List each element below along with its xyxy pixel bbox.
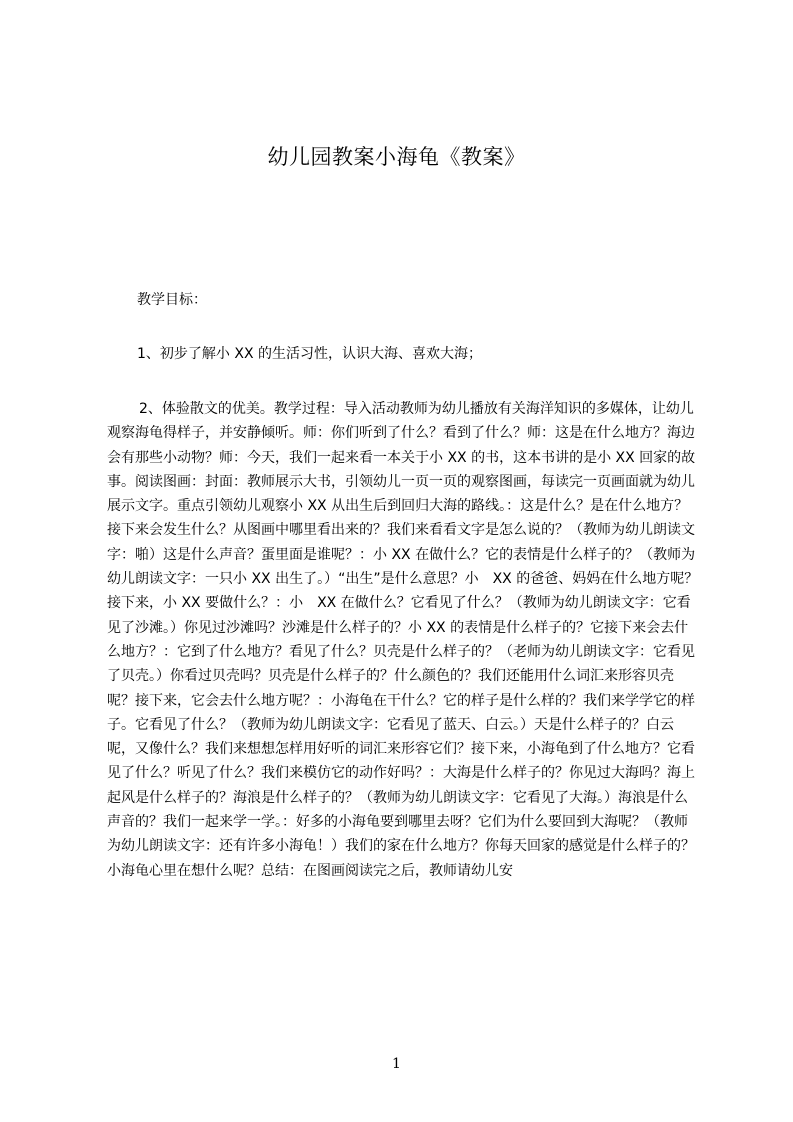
- section-heading: 教学目标：: [137, 292, 207, 308]
- page-number: 1: [392, 1056, 401, 1072]
- document-title: 幼儿园教案小海龟《教案》: [267, 145, 526, 169]
- body-paragraph: 2、体验散文的优美。教学过程：导入活动教师为幼儿播放有关海洋知识的多媒体，让幼儿观察海龟得样子，并安静倾听。师：你们听到了什么？看到了什么？师：这是在什么地方？海边会有那些小动物？师：今天，我们一起来看一本关于小 XX 的书，这本书讲的是小 XX 回家的故事。阅读图画：封面：教师展示大书，引领幼儿一页一页的观察图画，每读完一页画面就为幼儿展示文字。重点引领幼儿观察小 XX 从出生后到回归大海的路线。：这是什么？是在什么地方？接下来会发生什么？从图画中哪里看出来的？我们来看看文字是怎么说的？（教师为幼儿朗读文字：啪）这是什么声音？蛋里面是谁呢？：小 XX 在做什么？它的表情是什么样子的？（教师为幼儿朗读文字：一只小 XX 出生了。）“出生”是什么意思？小 XX 的爸爸、妈妈在什么地方呢？接下来，小 XX 要做什么？：小 XX 在做什么？它看见了什么？（教师为幼儿朗读文字：它看见了沙滩。）你见过沙滩吗？沙滩是什么样子的？小 XX 的表情是什么样子的？它接下来会去什么地方？：它到了什么地方？看见了什么？贝壳是什么样子的？（老师为幼儿朗读文字：它看见了贝壳。）你看过贝壳吗？贝壳是什么样子的？什么颜色的？我们还能用什么词汇来形容贝壳呢？接下来，它会去什么地方呢？：小海龟在干什么？它的样子是什么样的？我们来学学它的样子。它看见了什么？（教师为幼儿朗读文字：它看见了蓝天、白云。）天是什么样子的？白云呢，又像什么？我们来想想怎样用好听的词汇来形容它们？接下来，小海龟到了什么地方？它看见了什么？听见了什么？我们来模仿它的动作好吗？：大海是什么样子的？你见过大海吗？海上起风是什么样子的？海浪是什么样子的？（教师为幼儿朗读文字：它看见了大海。）海浪是什么声音的？我们一起来学一学。：好多的小海龟要到哪里去呀？它们为什么要回到大海呢？（教师为幼儿朗读文字：还有许多小海龟！）我们的家在什么地方？你每天回家的感觉是什么样子的？小海龟心里在想什么呢？总结：在图画阅读完之后，教师请幼儿安: [107, 401, 699, 879]
- goal-item-1: 1、初步了解小 XX 的生活习性，认识大海、喜欢大海；: [137, 346, 482, 362]
